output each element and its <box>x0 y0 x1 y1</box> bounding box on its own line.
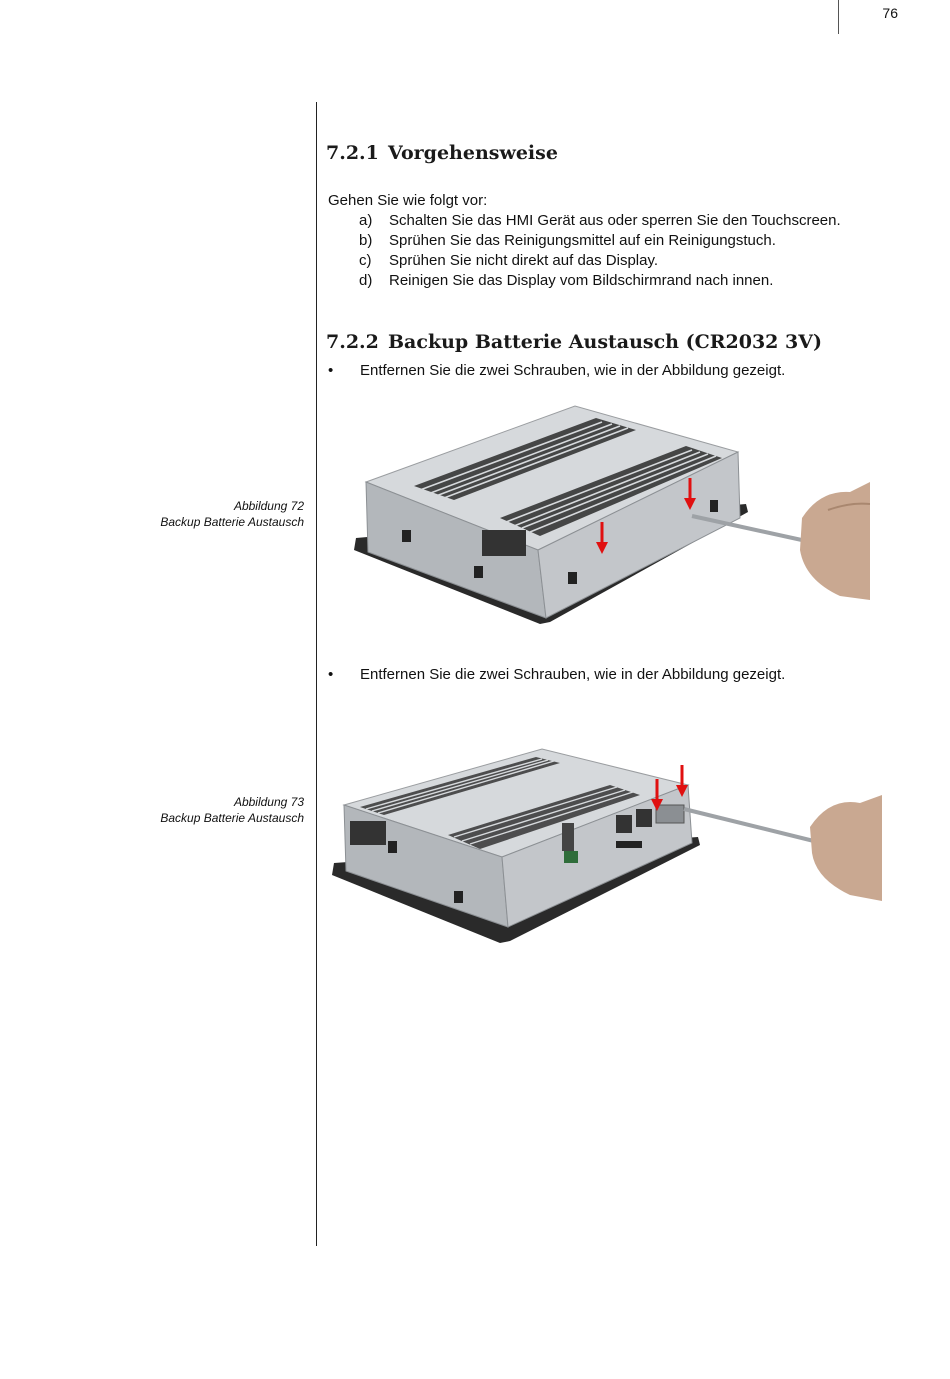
heading-7-2-1 <box>326 142 846 168</box>
step-letter: c) <box>359 252 372 269</box>
page-number: 76 <box>882 5 898 21</box>
hand <box>800 482 870 600</box>
bullet-symbol: • <box>328 666 334 683</box>
side-vent <box>482 530 526 556</box>
card-slot <box>616 841 642 848</box>
step-letter: d) <box>359 272 373 289</box>
heading-7-2-2 <box>326 331 866 357</box>
header-divider <box>838 0 839 34</box>
step-item <box>359 231 859 251</box>
step-letter: a) <box>359 212 373 229</box>
side-vent <box>350 821 386 845</box>
figure-description: Backup Batterie Austausch <box>160 515 304 529</box>
usb-port <box>562 823 574 851</box>
heading-title: Vorgehensweise <box>388 142 558 164</box>
intro-text: Gehen Sie wie folgt vor: <box>328 192 488 209</box>
mount-slot <box>454 891 463 903</box>
step-item <box>359 251 859 271</box>
step-item <box>359 271 859 291</box>
figure-label: Abbildung 72 <box>233 499 304 513</box>
ethernet-port <box>636 809 652 827</box>
hand <box>810 795 882 901</box>
heading-number: 7.2.1 <box>326 142 379 164</box>
bullet-item <box>328 361 848 381</box>
mount-slot <box>568 572 577 584</box>
bullet-text: Entfernen Sie die zwei Schrauben, wie in der Abbildung gezeigt. <box>360 362 786 379</box>
margin-rule <box>316 102 317 1246</box>
mount-slot <box>388 841 397 853</box>
figure-72-image <box>350 400 870 630</box>
step-text: Sprühen Sie nicht direkt auf das Display. <box>389 252 659 269</box>
bullet-symbol: • <box>328 362 334 379</box>
screwdriver-shaft <box>684 809 830 845</box>
figure-73-image <box>330 745 882 945</box>
figure-description: Backup Batterie Austausch <box>160 811 304 825</box>
power-connector <box>564 851 578 863</box>
mount-slot <box>402 530 411 542</box>
mount-slot <box>474 566 483 578</box>
step-letter: b) <box>359 232 373 249</box>
figure-caption <box>104 498 304 530</box>
ethernet-port <box>616 815 632 833</box>
figure-caption <box>104 794 304 826</box>
serial-port <box>656 805 684 823</box>
mount-slot <box>710 500 718 512</box>
bullet-item <box>328 665 848 685</box>
heading-title: Backup Batterie Austausch (CR2032 3V) <box>388 331 822 353</box>
step-text: Reinigen Sie das Display vom Bildschirmrand nach innen. <box>389 272 774 289</box>
step-item <box>359 211 859 231</box>
bullet-text: Entfernen Sie die zwei Schrauben, wie in der Abbildung gezeigt. <box>360 666 786 683</box>
heading-number: 7.2.2 <box>326 331 379 353</box>
figure-label: Abbildung 73 <box>233 795 304 809</box>
step-text: Schalten Sie das HMI Gerät aus oder sperren Sie den Touchscreen. <box>389 212 841 229</box>
step-text: Sprühen Sie das Reinigungsmittel auf ein Reinigungstuch. <box>389 232 776 249</box>
